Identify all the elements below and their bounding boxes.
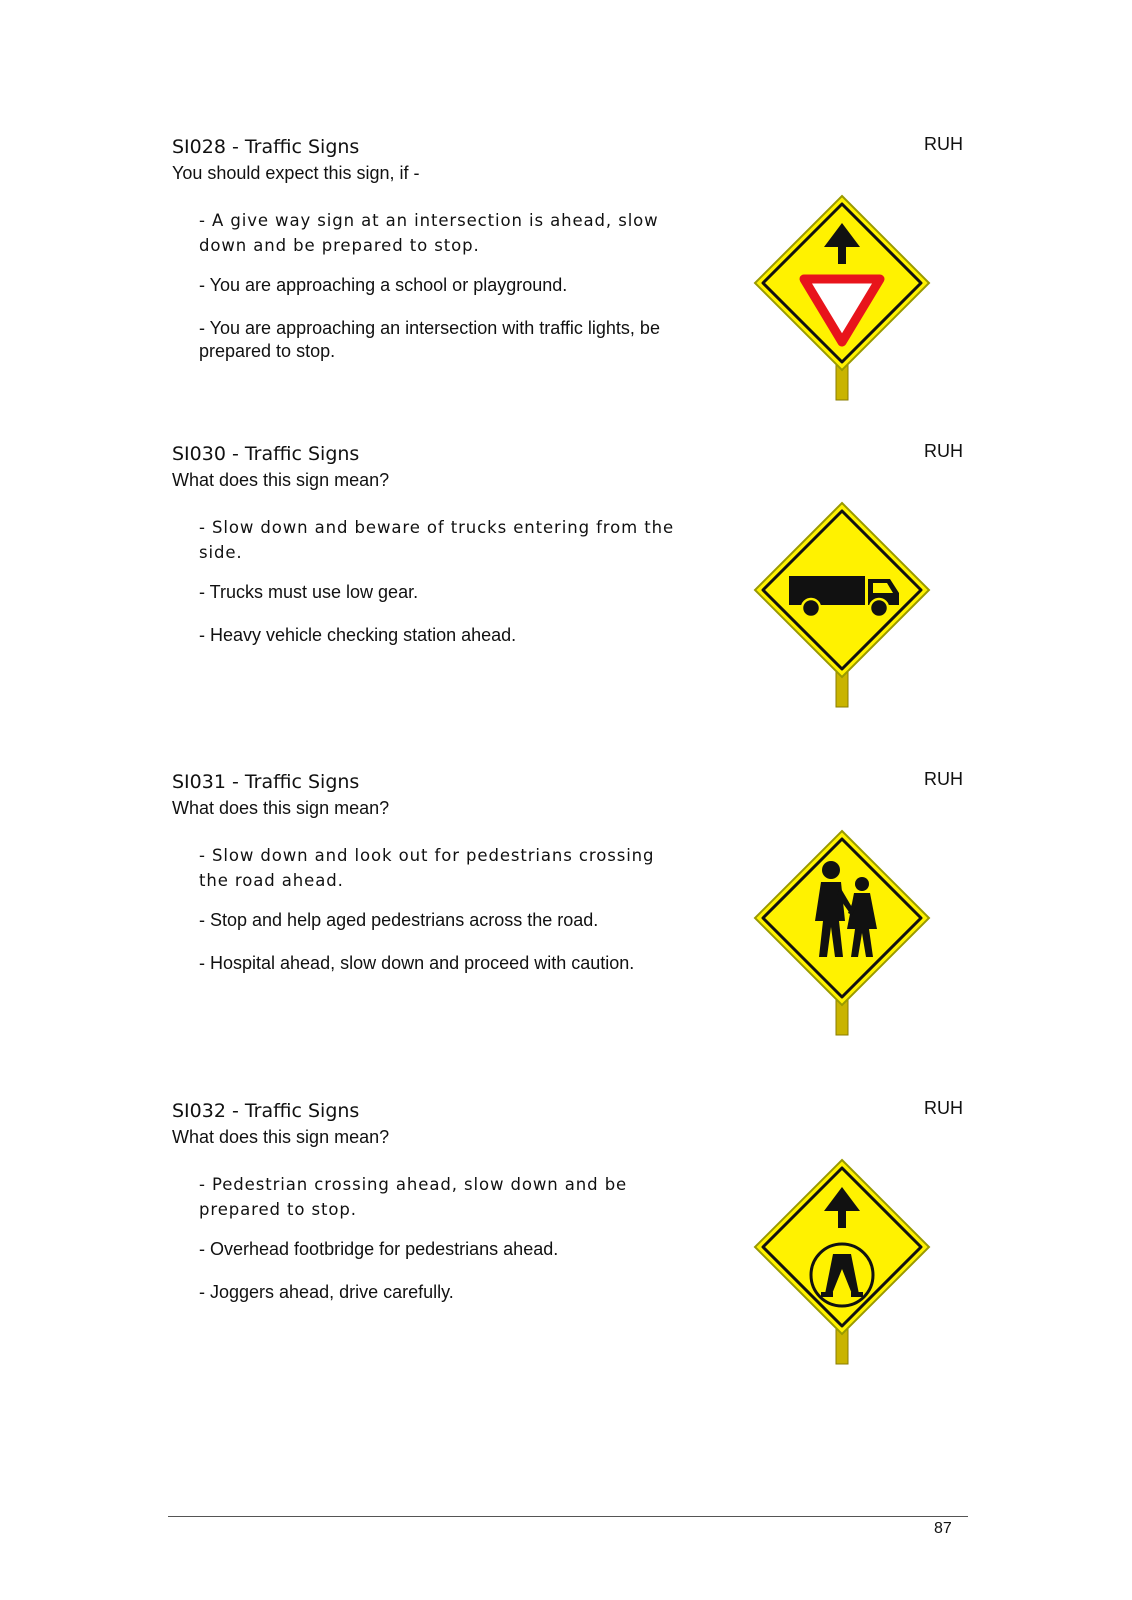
answer-option[interactable]: - Stop and help aged pedestrians across the road. (199, 910, 599, 930)
pedestrians-crossing-sign-icon (747, 825, 937, 1037)
question-title: SI031 - Traffic Signs (172, 771, 360, 793)
give-way-ahead-sign-icon (747, 190, 937, 402)
trucks-entering-sign-icon (747, 497, 937, 709)
answer-option[interactable]: - Trucks must use low gear. (199, 582, 419, 602)
answer-option[interactable]: - Overhead footbridge for pedestrians ahead. (199, 1239, 559, 1259)
question-si028 (172, 136, 972, 426)
page-number: 87 (934, 1520, 952, 1537)
answer-options (199, 208, 674, 383)
answer-options (199, 843, 674, 995)
question-code: RUH (924, 769, 963, 789)
question-title: SI028 - Traffic Signs (172, 136, 360, 158)
answer-option[interactable]: - You are approaching a school or playground. (199, 275, 568, 295)
pedestrian-crossing-ahead-sign-icon (747, 1154, 937, 1366)
answer-option[interactable]: - You are approaching an intersection with traffic lights, be prepared to stop. (199, 318, 660, 361)
question-code: RUH (924, 1098, 963, 1118)
question-prompt: What does this sign mean? (172, 1127, 390, 1147)
question-title: SI030 - Traffic Signs (172, 443, 360, 465)
answer-options (199, 1172, 674, 1324)
question-code: RUH (924, 441, 963, 461)
answer-option[interactable]: - Hospital ahead, slow down and proceed with caution. (199, 953, 635, 973)
answer-option[interactable]: - Slow down and look out for pedestrians crossing the road ahead. (199, 846, 655, 890)
question-title: SI032 - Traffic Signs (172, 1100, 360, 1122)
question-si030 (172, 443, 972, 733)
question-prompt: You should expect this sign, if - (172, 163, 420, 183)
answer-option[interactable]: - Heavy vehicle checking station ahead. (199, 625, 517, 645)
answer-option[interactable]: - Pedestrian crossing ahead, slow down and be prepared to stop. (199, 1175, 628, 1219)
answer-options (199, 515, 674, 667)
answer-option[interactable]: - A give way sign at an intersection is ahead, slow down and be prepared to stop. (199, 211, 659, 255)
question-code: RUH (924, 134, 963, 154)
question-prompt: What does this sign mean? (172, 798, 390, 818)
question-si032 (172, 1100, 972, 1390)
question-si031 (172, 771, 972, 1061)
footer-divider (168, 1516, 968, 1517)
answer-option[interactable]: - Slow down and beware of trucks entering from the side. (199, 518, 675, 562)
question-prompt: What does this sign mean? (172, 470, 390, 490)
answer-option[interactable]: - Joggers ahead, drive carefully. (199, 1282, 454, 1302)
